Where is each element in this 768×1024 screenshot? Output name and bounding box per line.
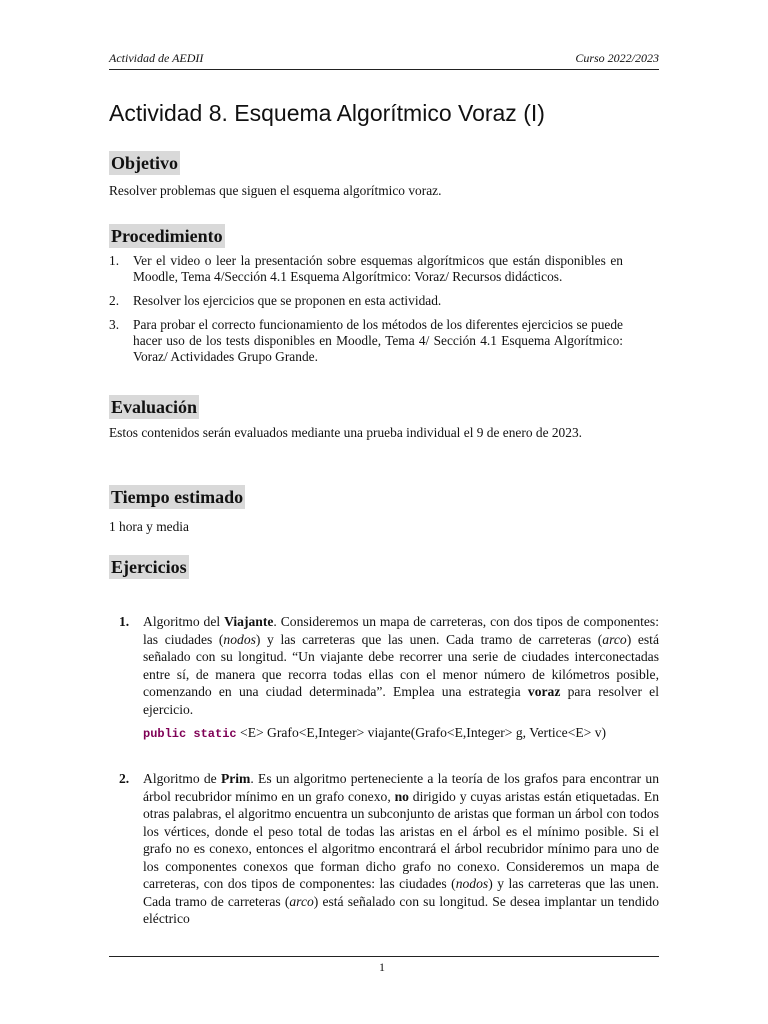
exercise-item (119, 613, 659, 744)
exercise-bold-term: voraz (527, 684, 561, 699)
code-keyword: public static (143, 727, 237, 741)
exercise-italic-term: arco (289, 893, 314, 909)
exercise-italic-term: nodos (455, 876, 489, 891)
exercise-text-run: . Consideremos un mapa de carreteras, con dos tipos de componentes: las ciudades ( (143, 614, 659, 647)
exercise-italic-term: arco (602, 631, 627, 647)
procedimiento-list (109, 253, 623, 365)
procedimiento-item-number: 1. (109, 253, 120, 268)
method-signature (143, 724, 659, 744)
exercise-item (119, 770, 659, 928)
exercise-text-run: Algoritmo de (143, 771, 221, 786)
exercise-text-run: Algoritmo del (143, 614, 225, 629)
procedimiento-item-number: 3. (109, 317, 120, 332)
procedimiento-item (109, 293, 623, 309)
procedimiento-item-number: 2. (109, 293, 120, 308)
exercise-text-run: ) está señalado con su longitud. “Un viajante debe recorrer una serie de ciudades interconectadas entre sí, de manera que recorra todas ellas con el menor número de kilómetros posible, comenzando en una ciudad determinada”. Emplea una estrategia (143, 631, 659, 699)
section-heading-tiempo-estimado: Tiempo estimado (111, 487, 244, 507)
exercise-number: 1. (119, 614, 130, 629)
footer-rule (109, 956, 659, 957)
header-course-year: Curso 2022/2023 (575, 51, 659, 65)
objetivo-text: Resolver problemas que siguen el esquema algorítmico voraz. (109, 183, 442, 198)
exercise-text-run: . Es un algoritmo perteneciente a la teoría de los grafos para encontrar un árbol recubridor mínimo en un grafo conexo, (143, 771, 659, 804)
exercise-text-run: para resolver el ejercicio. (143, 684, 659, 717)
document-title: Actividad 8. Esquema Algorítmico Voraz (I) (109, 100, 545, 126)
code-signature: <E> Grafo<E,Integer> viajante(Grafo<E,Integer> g, Vertice<E> v) (236, 725, 607, 740)
section-heading-ejercicios: Ejercicios (111, 557, 187, 577)
procedimiento-item-text: Para probar el correcto funcionamiento de los métodos de los diferentes ejercicios se puede hacer uso de los tests disponibles en Moodle, Tema 4/ Sección 4.1 Esquema Algorítmico: Voraz/ Actividades Grupo Grande. (133, 317, 623, 364)
tiempo-estimado-text: 1 hora y media (109, 519, 189, 534)
procedimiento-item-text: Resolver los ejercicios que se proponen en esta actividad. (133, 293, 442, 308)
exercise-text (143, 770, 659, 928)
exercise-text-run: ) y las carreteras que las unen. Cada tramo de carreteras ( (143, 876, 659, 909)
exercise-text-run: ) está señalado con su longitud. Se desea implantar un tendido eléctrico (143, 893, 660, 926)
header-course-activity: Actividad de AEDII (109, 51, 204, 65)
section-heading-evaluacion: Evaluación (111, 397, 198, 417)
exercise-italic-term: nodos (223, 631, 256, 647)
exercise-text-run: dirigido y cuyas aristas están etiquetadas. En otras palabras, el algoritmo encuentra un subconjunto de aristas que forman un árbol con todos los vértices, donde el peso total de todas las aristas en el árbol es el mínimo posible. Si el grafo no es conexo, entonces el algoritmo encontrará el árbol recubridor mínimo para uno de los componentes conexos que forman dicho grafo no conexo. Consideremos un mapa de carreteras, con dos tipos de componentes: las ciudades ( (143, 788, 660, 891)
section-heading-objetivo: Objetivo (111, 153, 178, 173)
exercise-text (143, 613, 659, 718)
procedimiento-item (109, 317, 623, 365)
exercise-bold-term: Prim (220, 771, 251, 786)
exercise-text-run: ) y las carreteras que las unen. Cada tramo de carreteras ( (255, 631, 603, 647)
exercise-bold-term: Viajante (224, 614, 274, 629)
page-number: 1 (379, 960, 385, 974)
section-heading-procedimiento: Procedimiento (111, 226, 223, 246)
exercise-bold-term: no (394, 788, 409, 804)
procedimiento-item-text: Ver el video o leer la presentación sobre esquemas algorítmicos que están disponibles en Moodle, Tema 4/Sección 4.1 Esquema Algorítmico: Voraz/ Recursos didácticos. (133, 253, 623, 284)
exercise-number: 2. (119, 771, 130, 786)
evaluacion-text: Estos contenidos serán evaluados mediante una prueba individual el 9 de enero de 2023. (109, 425, 582, 440)
procedimiento-item (109, 253, 623, 285)
running-header (109, 51, 659, 70)
